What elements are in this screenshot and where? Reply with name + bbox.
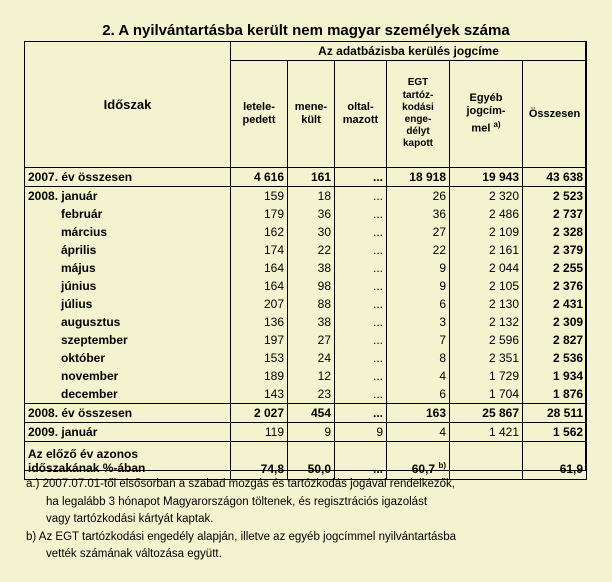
col-osszesen-cell: 2 376 xyxy=(523,277,587,295)
period-header: Időszak xyxy=(25,42,231,168)
row-label: május xyxy=(25,259,231,277)
header-line: Egyéb xyxy=(469,92,503,105)
header-line: letele- xyxy=(243,101,275,113)
col-osszesen-cell: 2 379 xyxy=(523,241,587,259)
col-oltalmazott-cell: ... xyxy=(335,241,387,259)
col-osszesen-cell: 43 638 xyxy=(523,168,587,187)
table-row xyxy=(25,277,587,295)
col-menekult-cell: 38 xyxy=(288,259,335,277)
col-egyeb-cell: 2 044 xyxy=(450,259,523,277)
col-egt-cell: 6 xyxy=(387,385,450,404)
col-menekult-cell: 9 xyxy=(288,423,335,442)
col-egt-cell: 9 xyxy=(387,259,450,277)
row-label: 2009. január xyxy=(25,423,231,442)
col-letelepedett-cell: 189 xyxy=(231,367,288,385)
footnote-a-line-3: vagy tartózkodási kártyát kaptak. xyxy=(46,513,214,525)
row-label: április xyxy=(25,241,231,259)
col-oltalmazott-cell: 9 xyxy=(335,423,387,442)
table-row xyxy=(25,385,587,404)
col-menekult-cell: 18 xyxy=(288,187,335,206)
col-egt-cell: 8 xyxy=(387,349,450,367)
col-menekult-cell: 23 xyxy=(288,385,335,404)
col-egt-cell: 22 xyxy=(387,241,450,259)
col-menekult-header xyxy=(288,61,335,168)
footnote-b-line-2: vették számának változása együtt. xyxy=(46,548,222,560)
header-line: mel xyxy=(471,122,491,135)
col-letelepedett-cell: 174 xyxy=(231,241,288,259)
percent-value: ... xyxy=(372,462,383,476)
col-menekult-cell: 30 xyxy=(288,223,335,241)
header-line: kült xyxy=(301,114,321,126)
table-row xyxy=(25,168,587,187)
row-label: december xyxy=(25,385,231,404)
col-egyeb-cell: 2 161 xyxy=(450,241,523,259)
col-letelepedett-cell: 164 xyxy=(231,259,288,277)
col-oltalmazott-cell: ... xyxy=(335,187,387,206)
col-oltalmazott-cell: ... xyxy=(335,404,387,423)
row-label: július xyxy=(25,295,231,313)
header-line: enge- xyxy=(404,114,432,125)
header-line: kodási xyxy=(402,101,434,113)
header-row-group xyxy=(25,42,587,61)
row-label: november xyxy=(25,367,231,385)
col-letelepedett-cell: 136 xyxy=(231,313,288,331)
col-egt-cell: 6 xyxy=(387,295,450,313)
col-menekult-cell: 88 xyxy=(288,295,335,313)
header-line: délyt xyxy=(406,126,430,138)
col-egt-cell: 163 xyxy=(387,404,450,423)
footnotes xyxy=(26,476,606,564)
col-egt-cell: 18 918 xyxy=(387,168,450,187)
page-title: 2. A nyilvántartásba került nem magyar személyek száma xyxy=(102,22,510,39)
col-osszesen-cell: 28 511 xyxy=(523,404,587,423)
col-egt-cell: 36 xyxy=(387,205,450,223)
col-oltalmazott-cell: ... xyxy=(335,205,387,223)
col-egyeb-percent-cell xyxy=(450,442,523,480)
col-menekult-cell: 454 xyxy=(288,404,335,423)
header-line: oltal- xyxy=(347,101,374,113)
header-line: tartóz- xyxy=(402,89,434,101)
col-egyeb-cell: 2 132 xyxy=(450,313,523,331)
table-row xyxy=(25,187,587,206)
col-osszesen-cell: 1 876 xyxy=(523,385,587,404)
header-line: pedett xyxy=(242,114,276,126)
col-egyeb-cell: 25 867 xyxy=(450,404,523,423)
footnote-a-line-1: a.) 2007.07.01-től elsősorban a szabad mozgás és tartózkodás jogával rendelkezők, xyxy=(26,478,455,490)
col-egyeb-cell: 2 109 xyxy=(450,223,523,241)
row-label: 2008. január xyxy=(25,187,231,206)
percent-label-line-1: Az előző év azonos xyxy=(28,446,139,461)
col-egyeb-cell: 2 596 xyxy=(450,331,523,349)
col-menekult-cell: 27 xyxy=(288,331,335,349)
col-egyeb-cell: 1 704 xyxy=(450,385,523,404)
col-oltalmazott-cell: ... xyxy=(335,331,387,349)
col-oltalmazott-cell: ... xyxy=(335,349,387,367)
col-menekult-percent-cell xyxy=(288,442,335,480)
col-menekult-cell: 36 xyxy=(288,205,335,223)
row-label: szeptember xyxy=(25,331,231,349)
col-oltalmazott-cell: ... xyxy=(335,223,387,241)
col-oltalmazott-cell: ... xyxy=(335,367,387,385)
table-row xyxy=(25,349,587,367)
percent-row xyxy=(25,442,587,480)
table-row xyxy=(25,295,587,313)
col-letelepedett-cell: 197 xyxy=(231,331,288,349)
header-line: mazott xyxy=(342,114,379,126)
col-letelepedett-cell: 164 xyxy=(231,277,288,295)
header-line: EGT xyxy=(407,77,429,89)
row-label: június xyxy=(25,277,231,295)
col-egt-cell: 4 xyxy=(387,423,450,442)
percent-row-label xyxy=(25,442,231,480)
col-egt-percent-cell xyxy=(387,442,450,480)
col-letelepedett-percent-cell xyxy=(231,442,288,480)
col-oltalmazott-cell: ... xyxy=(335,168,387,187)
footnote-b-line-1: b) Az EGT tartózkodási engedély alapján, illetve az egyéb jogcímmel nyilvántartásba xyxy=(26,530,456,543)
col-osszesen-cell: 1 562 xyxy=(523,423,587,442)
col-letelepedett-cell: 179 xyxy=(231,205,288,223)
col-osszesen-cell: 1 934 xyxy=(523,367,587,385)
col-egyeb-cell: 2 320 xyxy=(450,187,523,206)
col-menekult-cell: 22 xyxy=(288,241,335,259)
row-label: október xyxy=(25,349,231,367)
col-menekult-cell: 24 xyxy=(288,349,335,367)
col-osszesen-cell: 2 737 xyxy=(523,205,587,223)
col-osszesen-cell: 2 431 xyxy=(523,295,587,313)
percent-value: 61,9 xyxy=(559,462,584,476)
col-osszesen-percent-cell xyxy=(523,442,587,480)
col-oltalmazott-cell: ... xyxy=(335,277,387,295)
footnote-a-marker: a) xyxy=(493,120,501,130)
col-egt-cell: 27 xyxy=(387,223,450,241)
col-menekult-cell: 12 xyxy=(288,367,335,385)
col-letelepedett-cell: 159 xyxy=(231,187,288,206)
col-egt-cell: 9 xyxy=(387,277,450,295)
col-egt-header xyxy=(387,61,450,168)
col-oltalmazott-header xyxy=(335,61,387,168)
col-egyeb-cell: 2 351 xyxy=(450,349,523,367)
table-body xyxy=(25,168,587,480)
col-letelepedett-cell: 153 xyxy=(231,349,288,367)
table-row xyxy=(25,205,587,223)
col-oltalmazott-cell: ... xyxy=(335,295,387,313)
table-row xyxy=(25,367,587,385)
statistics-table xyxy=(24,41,587,480)
col-osszesen-cell: 2 328 xyxy=(523,223,587,241)
col-egyeb-cell: 19 943 xyxy=(450,168,523,187)
row-label: 2007. év összesen xyxy=(25,168,231,187)
row-label: március xyxy=(25,223,231,241)
col-egt-cell: 26 xyxy=(387,187,450,206)
table-row xyxy=(25,259,587,277)
col-osszesen-cell: 2 523 xyxy=(523,187,587,206)
table-row xyxy=(25,241,587,259)
col-osszesen-cell: 2 536 xyxy=(523,349,587,367)
row-label: 2008. év összesen xyxy=(25,404,231,423)
header-line: kapott xyxy=(403,138,433,150)
col-egt-cell: 4 xyxy=(387,367,450,385)
table-row xyxy=(25,404,587,423)
group-header: Az adatbázisba kerülés jogcíme xyxy=(231,42,587,61)
header-line: mene- xyxy=(294,101,328,113)
table-row xyxy=(25,331,587,349)
percent-value: 60,7 xyxy=(411,462,436,476)
row-label: február xyxy=(25,205,231,223)
col-osszesen-cell: 2 827 xyxy=(523,331,587,349)
col-letelepedett-cell: 119 xyxy=(231,423,288,442)
table-row xyxy=(25,313,587,331)
col-oltalmazott-percent-cell xyxy=(335,442,387,480)
col-letelepedett-cell: 162 xyxy=(231,223,288,241)
table-row xyxy=(25,423,587,442)
col-letelepedett-cell: 207 xyxy=(231,295,288,313)
col-egt-cell: 7 xyxy=(387,331,450,349)
col-menekult-cell: 38 xyxy=(288,313,335,331)
row-label: augusztus xyxy=(25,313,231,331)
col-osszesen-header xyxy=(523,61,587,168)
statistics-table-container xyxy=(24,41,586,480)
footnote-b-marker: b) xyxy=(438,461,446,470)
percent-value: 74,8 xyxy=(260,462,284,476)
col-letelepedett-cell: 4 616 xyxy=(231,168,288,187)
percent-label-line-2: időszakának %-ában xyxy=(28,460,146,475)
table-row xyxy=(25,223,587,241)
col-egyeb-cell: 2 486 xyxy=(450,205,523,223)
col-oltalmazott-cell: ... xyxy=(335,259,387,277)
header-line: jogcím- xyxy=(466,105,506,118)
col-oltalmazott-cell: ... xyxy=(335,385,387,404)
header-line: Összesen xyxy=(528,107,581,120)
col-egyeb-cell: 2 130 xyxy=(450,295,523,313)
percent-value: 50,0 xyxy=(307,462,331,476)
table-header xyxy=(25,42,587,168)
col-osszesen-cell: 2 309 xyxy=(523,313,587,331)
footnote-a-line-2: ha legalább 3 hónapot Magyarországon töltenek, és regisztrációs igazolást xyxy=(46,495,428,508)
col-egyeb-cell: 1 421 xyxy=(450,423,523,442)
col-letelepedett-header xyxy=(231,61,288,168)
col-letelepedett-cell: 2 027 xyxy=(231,404,288,423)
col-egyeb-header xyxy=(450,61,523,168)
col-letelepedett-cell: 143 xyxy=(231,385,288,404)
col-osszesen-cell: 2 255 xyxy=(523,259,587,277)
col-egyeb-cell: 2 105 xyxy=(450,277,523,295)
col-menekult-cell: 161 xyxy=(288,168,335,187)
col-oltalmazott-cell: ... xyxy=(335,313,387,331)
col-egyeb-cell: 1 729 xyxy=(450,367,523,385)
col-menekult-cell: 98 xyxy=(288,277,335,295)
col-egt-cell: 3 xyxy=(387,313,450,331)
